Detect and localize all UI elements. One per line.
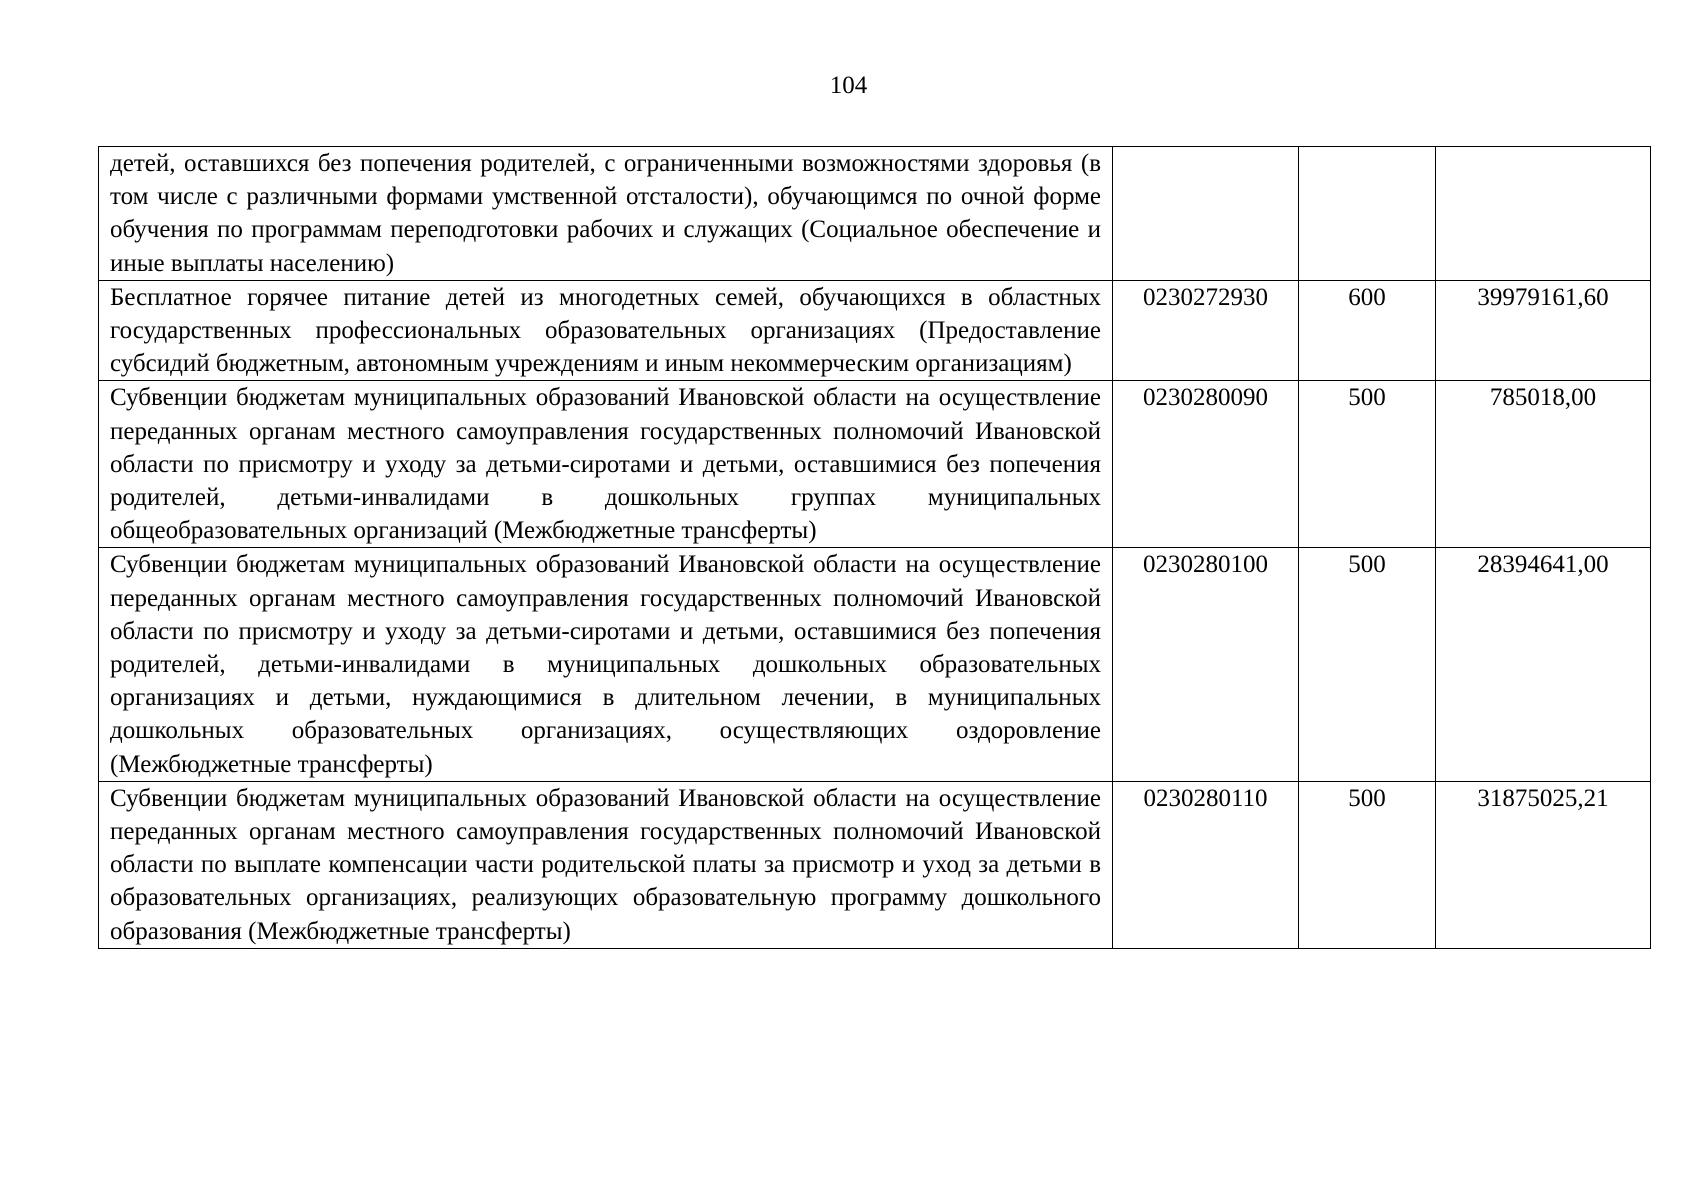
row-description: Субвенции бюджетам муниципальных образований Ивановской области на осуществление переданных органам местного самоуправления государственных полномочий Ивановской области по присмотру и уходу за детьми-сиротами и детьми, оставшимися без попечения родителей, детьми-инвалидами в дошкольных группах муниципальных общеобразовательных организаций (Межбюджетные трансферты) xyxy=(99,381,1113,548)
row-expense-type: 500 xyxy=(1299,548,1436,781)
row-target-code: 0230280090 xyxy=(1113,381,1299,548)
row-expense-type: 500 xyxy=(1299,781,1436,948)
row-amount: 28394641,00 xyxy=(1436,548,1651,781)
row-description: Бесплатное горячее питание детей из многодетных семей, обучающихся в областных государственных профессиональных образовательных организациях (Предоставление субсидий бюджетным, автономным учреждениям и иным некоммерческим организациям) xyxy=(99,280,1113,381)
row-amount xyxy=(1436,147,1651,281)
row-target-code: 0230272930 xyxy=(1113,280,1299,381)
table-row xyxy=(99,548,1651,781)
row-amount: 31875025,21 xyxy=(1436,781,1651,948)
row-expense-type xyxy=(1299,147,1436,281)
table-row xyxy=(99,147,1651,281)
table-row xyxy=(99,781,1651,948)
budget-table xyxy=(98,146,1651,949)
row-target-code: 0230280100 xyxy=(1113,548,1299,781)
row-amount: 39979161,60 xyxy=(1436,280,1651,381)
table-row xyxy=(99,381,1651,548)
row-expense-type: 600 xyxy=(1299,280,1436,381)
page-number: 104 xyxy=(829,72,868,99)
table-row xyxy=(99,280,1651,381)
row-description: детей, оставшихся без попечения родителей, с ограниченными возможностями здоровья (в том числе с различными формами умственной отсталости), обучающимся по очной форме обучения по программам переподготовки рабочих и служащих (Социальное обеспечение и иные выплаты населению) xyxy=(99,147,1113,281)
row-target-code: 0230280110 xyxy=(1113,781,1299,948)
row-description: Субвенции бюджетам муниципальных образований Ивановской области на осуществление переданных органам местного самоуправления государственных полномочий Ивановской области по выплате компенсации части родительской платы за присмотр и уход за детьми в образовательных организациях, реализующих образовательную программу дошкольного образования (Межбюджетные трансферты) xyxy=(99,781,1113,948)
row-description: Субвенции бюджетам муниципальных образований Ивановской области на осуществление переданных органам местного самоуправления государственных полномочий Ивановской области по присмотру и уходу за детьми-сиротами и детьми, оставшимися без попечения родителей, детьми-инвалидами в муниципальных дошкольных образовательных организациях и детьми, нуждающимися в длительном лечении, в муниципальных дошкольных образовательных организациях, осуществляющих оздоровление (Межбюджетные трансферты) xyxy=(99,548,1113,781)
row-amount: 785018,00 xyxy=(1436,381,1651,548)
row-expense-type: 500 xyxy=(1299,381,1436,548)
row-target-code xyxy=(1113,147,1299,281)
